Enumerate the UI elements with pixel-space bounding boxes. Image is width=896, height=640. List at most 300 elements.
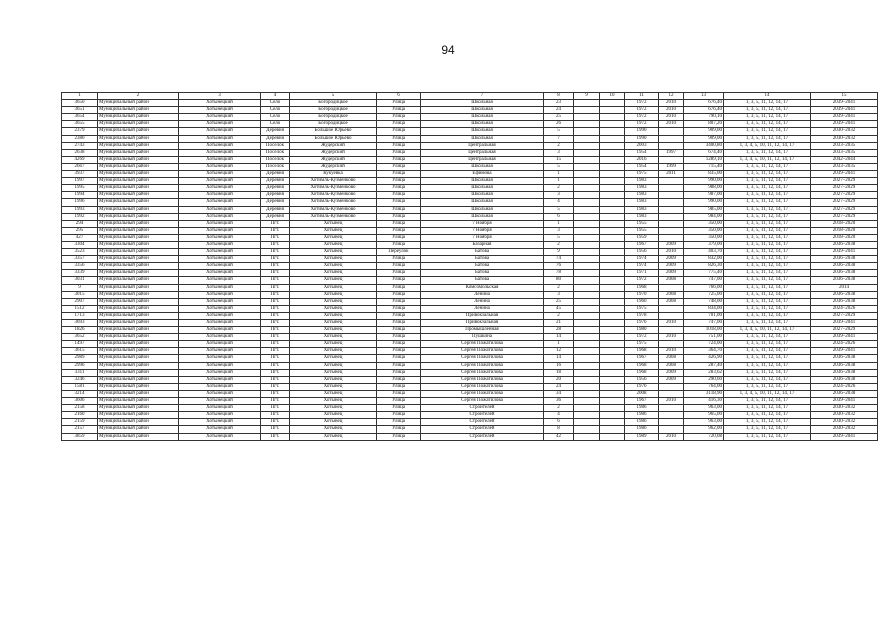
table-cell: 2033–2035 xyxy=(811,142,878,149)
table-cell xyxy=(600,355,625,362)
table-cell: 20 xyxy=(544,376,574,383)
table-cell: 1986 xyxy=(625,412,659,419)
table-row xyxy=(62,355,878,362)
table-cell: Пгт. xyxy=(261,341,290,348)
table-cell: 2030–2032 xyxy=(811,419,878,426)
table-cell: Поселок xyxy=(261,156,290,163)
table-cell: 2036–2038 xyxy=(811,362,878,369)
table-cell: 26 xyxy=(544,121,574,128)
table-cell: 2 xyxy=(544,185,574,192)
table-cell: Ленина xyxy=(421,291,544,298)
table-cell xyxy=(659,327,684,334)
table-row xyxy=(62,206,878,213)
table-cell xyxy=(574,178,600,185)
table-cell: Жудерский xyxy=(290,142,377,149)
table-cell: 1967 xyxy=(625,398,659,405)
table-cell: Сергея Пожатилова xyxy=(421,398,544,405)
table-cell: 1972 xyxy=(625,121,659,128)
table-cell: 2039–2041 xyxy=(811,121,878,128)
table-cell: 3357 xyxy=(62,256,98,263)
table-cell: Хотимль-Кузменково xyxy=(290,213,377,220)
table-cell: 14 xyxy=(544,355,574,362)
table-cell: 1, 3, 5, 11, 12, 14, 17 xyxy=(724,135,811,142)
table-cell: 3031 xyxy=(62,277,98,284)
table-cell xyxy=(574,305,600,312)
table-cell: 2027–2029 xyxy=(811,178,878,185)
table-cell: 2039–2041 xyxy=(811,107,878,114)
table-cell: 2989 xyxy=(62,355,98,362)
table-cell: 834,00 xyxy=(684,305,724,312)
table-cell: Хотынецкий xyxy=(179,135,261,142)
table-row xyxy=(62,234,878,241)
table-cell: Центральная xyxy=(421,149,544,156)
table-cell xyxy=(600,128,625,135)
table-cell: 2003 xyxy=(625,142,659,149)
table-cell: Сергея Пожатилова xyxy=(421,341,544,348)
table-cell: Хотынецкий xyxy=(179,390,261,397)
table-cell: Хотынецкий xyxy=(179,426,261,433)
table-cell: 25 xyxy=(544,114,574,121)
table-cell: Муниципальный район xyxy=(98,199,179,206)
table-cell: Муниципальный район xyxy=(98,270,179,277)
table-cell: 1, 3, 5, 11, 12, 14, 17 xyxy=(724,220,811,227)
table-cell: 1999 xyxy=(659,163,684,170)
table-cell xyxy=(574,348,600,355)
table-cell: 7 xyxy=(544,135,574,142)
table-cell xyxy=(600,199,625,206)
table-cell: Муниципальный район xyxy=(98,383,179,390)
table-cell xyxy=(600,277,625,284)
table-cell: 701,00 xyxy=(684,312,724,319)
table-cell: 2160 xyxy=(62,412,98,419)
table-cell: Муниципальный район xyxy=(98,163,179,170)
table-cell: Улица xyxy=(377,362,421,369)
table-cell: 1980 xyxy=(625,327,659,334)
table-cell: 1976 xyxy=(625,320,659,327)
table-cell: Улица xyxy=(377,149,421,156)
table-cell: 962,00 xyxy=(684,426,724,433)
table-cell: Пгт. xyxy=(261,362,290,369)
table-cell: Хотынецкий xyxy=(179,234,261,241)
table-cell: 2008 xyxy=(659,277,684,284)
table-cell: 5 xyxy=(544,128,574,135)
table-cell: Муниципальный район xyxy=(98,320,179,327)
table-cell: Улица xyxy=(377,376,421,383)
table-cell: Хотынец xyxy=(290,398,377,405)
table-cell: 5 xyxy=(544,206,574,213)
table-cell: Сергея Пожатилова xyxy=(421,355,544,362)
table-cell: 5 xyxy=(544,234,574,241)
table-cell: 1, 3, 5, 11, 12, 14, 17 xyxy=(724,263,811,270)
table-cell: Строителей xyxy=(421,426,544,433)
table-cell: 2018–2020 xyxy=(811,227,878,234)
table-cell: 1, 3, 5, 11, 12, 14, 17 xyxy=(724,419,811,426)
table-cell: Муниципальный район xyxy=(98,348,179,355)
table-cell: Пгт. xyxy=(261,398,290,405)
table-cell xyxy=(600,362,625,369)
table-cell: 2008 xyxy=(659,355,684,362)
table-cell xyxy=(574,390,600,397)
table-cell xyxy=(574,376,600,383)
table-cell: 1, 3, 4, 5, 10, 11, 12, 14, 17 xyxy=(724,390,811,397)
table-cell: Муниципальный район xyxy=(98,263,179,270)
table-cell: Хотынецкий xyxy=(179,220,261,227)
table-cell: 1, 3, 4, 5, 10, 11, 12, 14, 17 xyxy=(724,156,811,163)
table-cell: 1997 xyxy=(62,178,98,185)
table-cell xyxy=(600,227,625,234)
table-cell: 2009 xyxy=(659,270,684,277)
table-cell xyxy=(600,270,625,277)
table-cell: 350,00 xyxy=(684,234,724,241)
table-row xyxy=(62,227,878,234)
table-cell xyxy=(659,419,684,426)
table-cell: Муниципальный район xyxy=(98,390,179,397)
table-cell: 747,00 xyxy=(684,320,724,327)
table-cell: 1512 xyxy=(62,305,98,312)
table-cell xyxy=(574,149,600,156)
table-cell: 2010 xyxy=(659,107,684,114)
table-cell: 1, 3, 4, 5, 10, 11, 12, 14, 17 xyxy=(724,142,811,149)
table-cell: Кукуевка xyxy=(290,171,377,178)
table-cell: 1, 3, 5, 11, 12, 14, 17 xyxy=(724,178,811,185)
table-cell xyxy=(600,241,625,248)
table-cell: Муниципальный район xyxy=(98,192,179,199)
table-cell: Пгт. xyxy=(261,419,290,426)
table-cell: 1971 xyxy=(625,270,659,277)
table-cell: 3523 xyxy=(62,249,98,256)
table-cell: 1, 3, 5, 11, 12, 14, 17 xyxy=(724,163,811,170)
table-cell xyxy=(600,163,625,170)
table-cell: Хотынецкий xyxy=(179,327,261,334)
table-cell xyxy=(574,419,600,426)
table-cell: 826,30 xyxy=(684,263,724,270)
table-cell: 2907 xyxy=(62,298,98,305)
table-cell: Батова xyxy=(421,256,544,263)
table-cell: Хотынец xyxy=(290,355,377,362)
table-cell: Богородицкое xyxy=(290,107,377,114)
table-cell: Муниципальный район xyxy=(98,412,179,419)
table-cell: 6 xyxy=(544,419,574,426)
table-cell: Улица xyxy=(377,128,421,135)
table-cell: 36 xyxy=(544,398,574,405)
table-cell: Муниципальный район xyxy=(98,142,179,149)
table-cell: Хотынецкий xyxy=(179,121,261,128)
table-cell: 2018–2020 xyxy=(811,220,878,227)
table-cell: 1, 3, 5, 11, 12, 14, 17 xyxy=(724,348,811,355)
table-cell: Деревня xyxy=(261,178,290,185)
table-cell: 1967 xyxy=(625,241,659,248)
table-cell: 2039–2041 xyxy=(811,100,878,107)
table-cell: 990,00 xyxy=(684,199,724,206)
table-cell: 2010 xyxy=(659,348,684,355)
table-cell: Хотимль-Кузменково xyxy=(290,185,377,192)
table-cell xyxy=(659,405,684,412)
table-cell: Хотимль-Кузменково xyxy=(290,178,377,185)
table-cell: Хотынец xyxy=(290,362,377,369)
table-cell: 1955 xyxy=(625,220,659,227)
table-cell: 2014 xyxy=(811,284,878,291)
table-cell: Пгт. xyxy=(261,433,290,440)
table-cell xyxy=(574,142,600,149)
table-cell: 1, 3, 5, 11, 12, 14, 17 xyxy=(724,355,811,362)
table-cell: Хотынецкий xyxy=(179,241,261,248)
table-cell: Хотынецкий xyxy=(179,291,261,298)
table-cell: Пгт. xyxy=(261,355,290,362)
table-cell: 2027–2029 xyxy=(811,192,878,199)
table-cell: Хотынец xyxy=(290,320,377,327)
table-cell: 963,00 xyxy=(684,419,724,426)
column-header: 15 xyxy=(811,93,878,100)
table-cell: Школьная xyxy=(421,178,544,185)
table-cell xyxy=(574,128,600,135)
table-cell: Хотынецкий xyxy=(179,312,261,319)
table-cell: 2036–2038 xyxy=(811,270,878,277)
table-cell: 1990 xyxy=(625,128,659,135)
table-cell: Сергея Пожатилова xyxy=(421,376,544,383)
table-cell: Жудерский xyxy=(290,163,377,170)
table-cell: 3118,90 xyxy=(684,390,724,397)
table-cell: Хотимль-Кузменково xyxy=(290,192,377,199)
table-cell: 676,40 xyxy=(684,100,724,107)
table-cell: Улица xyxy=(377,135,421,142)
table-row xyxy=(62,121,878,128)
column-header: 10 xyxy=(600,93,625,100)
table-cell: Пгт. xyxy=(261,383,290,390)
table-cell: Большое Юрьево xyxy=(290,128,377,135)
table-row xyxy=(62,341,878,348)
table-cell: 12 xyxy=(544,348,574,355)
table-cell: Хотынец xyxy=(290,291,377,298)
table-cell: Батова xyxy=(421,249,544,256)
table-cell: Улица xyxy=(377,199,421,206)
table-cell: Муниципальный район xyxy=(98,227,179,234)
table-cell: 725,00 xyxy=(684,291,724,298)
table-cell: Хотынецкий xyxy=(179,263,261,270)
table-cell: 2039–2041 xyxy=(811,398,878,405)
table-cell: Муниципальный район xyxy=(98,185,179,192)
table-cell xyxy=(600,100,625,107)
table-cell: Пгт. xyxy=(261,348,290,355)
table-cell: 1 xyxy=(544,178,574,185)
table-cell: Жудерский xyxy=(290,149,377,156)
table-cell xyxy=(600,107,625,114)
table-cell: Село xyxy=(261,114,290,121)
table-cell: Школьная xyxy=(421,213,544,220)
table-cell: Пгт. xyxy=(261,227,290,234)
table-cell: Школьная xyxy=(421,185,544,192)
table-cell: 295 xyxy=(62,227,98,234)
table-cell xyxy=(600,341,625,348)
table-cell xyxy=(659,178,684,185)
table-cell: 2036–2038 xyxy=(811,256,878,263)
table-cell: 1, 3, 5, 11, 12, 14, 17 xyxy=(724,383,811,390)
table-cell: Муниципальный район xyxy=(98,156,179,163)
table-cell: Муниципальный район xyxy=(98,298,179,305)
table-cell xyxy=(659,192,684,199)
table-cell xyxy=(574,100,600,107)
table-cell: 80 xyxy=(544,277,574,284)
table-cell: Хотынец xyxy=(290,390,377,397)
table-cell: Поселок xyxy=(261,149,290,156)
table-cell: Пгт. xyxy=(261,305,290,312)
table-cell: Муниципальный район xyxy=(98,341,179,348)
table-row xyxy=(62,192,878,199)
table-cell: 1, 3, 5, 11, 12, 14, 17 xyxy=(724,121,811,128)
table-cell: 1, 3, 5, 11, 12, 14, 17 xyxy=(724,298,811,305)
table-cell: 2158 xyxy=(62,405,98,412)
table-cell: Хотынецкий xyxy=(179,192,261,199)
table-cell: Пгт. xyxy=(261,291,290,298)
table-cell xyxy=(600,291,625,298)
table-cell: 1, 3, 5, 11, 12, 14, 17 xyxy=(724,149,811,156)
table-cell xyxy=(600,135,625,142)
table-cell: Хотимль-Кузменково xyxy=(290,199,377,206)
table-cell: 1959 xyxy=(625,234,659,241)
table-cell: 3693 xyxy=(62,320,98,327)
table-cell: 16 xyxy=(544,362,574,369)
table-cell: 2042–2044 xyxy=(811,156,878,163)
table-cell: Улица xyxy=(377,171,421,178)
table-cell: 3859 xyxy=(62,433,98,440)
table-cell: Богородицкое xyxy=(290,114,377,121)
table-row xyxy=(62,135,878,142)
table-cell xyxy=(600,419,625,426)
table-cell: 2009 xyxy=(659,376,684,383)
table-cell: Муниципальный район xyxy=(98,426,179,433)
table-cell xyxy=(574,270,600,277)
table-cell: 2 xyxy=(544,405,574,412)
table-cell: 2024–2026 xyxy=(811,305,878,312)
table-cell: Муниципальный район xyxy=(98,121,179,128)
table-cell xyxy=(574,163,600,170)
table-cell: 1970 xyxy=(625,291,659,298)
table-cell: 2036–2038 xyxy=(811,241,878,248)
table-cell: Пгт. xyxy=(261,277,290,284)
table-cell: 403,70 xyxy=(684,249,724,256)
table-cell: 1, 3, 5, 11, 12, 14, 17 xyxy=(724,426,811,433)
table-cell xyxy=(600,185,625,192)
table-cell xyxy=(574,263,600,270)
table-cell xyxy=(600,369,625,376)
table-cell: 3606 xyxy=(62,398,98,405)
table-cell: 1, 3, 5, 11, 12, 14, 17 xyxy=(724,249,811,256)
table-cell xyxy=(600,398,625,405)
column-header: 2 xyxy=(98,93,179,100)
table-cell: Хотимль-Кузменково xyxy=(290,206,377,213)
table-cell xyxy=(574,298,600,305)
table-cell: 3015 xyxy=(62,291,98,298)
table-cell: 2 xyxy=(544,312,574,319)
table-row xyxy=(62,178,878,185)
table-cell: Муниципальный район xyxy=(98,213,179,220)
table-cell: 766,00 xyxy=(684,284,724,291)
table-cell: Муниципальный район xyxy=(98,291,179,298)
table-cell: Хотынец xyxy=(290,383,377,390)
column-header: 3 xyxy=(179,93,261,100)
table-cell: 2027–2029 xyxy=(811,199,878,206)
table-cell xyxy=(600,376,625,383)
table-cell xyxy=(600,220,625,227)
table-row xyxy=(62,405,878,412)
table-cell: 2036–2038 xyxy=(811,355,878,362)
table-cell: 2743 xyxy=(62,142,98,149)
table-cell: Хотынец xyxy=(290,419,377,426)
table-cell: 1995 xyxy=(62,185,98,192)
table-cell: Улица xyxy=(377,305,421,312)
table-cell xyxy=(600,390,625,397)
table-cell: 2009 xyxy=(659,241,684,248)
table-cell: 2379 xyxy=(62,128,98,135)
table-cell: 1581 xyxy=(62,383,98,390)
table-cell: 7 Ноября xyxy=(421,234,544,241)
table-cell: Хотынец xyxy=(290,334,377,341)
table-cell: 3 xyxy=(544,291,574,298)
table-cell xyxy=(574,284,600,291)
table-cell: 1986 xyxy=(625,405,659,412)
table-cell: Улица xyxy=(377,178,421,185)
table-cell: 9 xyxy=(62,284,98,291)
table-cell xyxy=(600,312,625,319)
table-cell: Сергея Пожатилова xyxy=(421,348,544,355)
table-cell xyxy=(574,114,600,121)
table-cell xyxy=(600,426,625,433)
table-cell: Хотынец xyxy=(290,277,377,284)
table-cell: Ленина xyxy=(421,298,544,305)
table-cell: 3339 xyxy=(62,270,98,277)
table-cell xyxy=(659,156,684,163)
table-cell: Пгт. xyxy=(261,220,290,227)
table-cell xyxy=(574,405,600,412)
table-row xyxy=(62,142,878,149)
table-cell: 674,40 xyxy=(684,149,724,156)
table-cell: Хотынецкий xyxy=(179,369,261,376)
table-row xyxy=(62,334,878,341)
table-cell: 21 xyxy=(544,320,574,327)
table-cell: 6 xyxy=(544,213,574,220)
table-cell: Улица xyxy=(377,405,421,412)
table-cell: Привокзальная xyxy=(421,320,544,327)
table-cell: Муниципальный район xyxy=(98,398,179,405)
table-cell: 34 xyxy=(544,390,574,397)
table-cell: 1, 3, 5, 11, 12, 14, 17 xyxy=(724,312,811,319)
table-cell xyxy=(600,142,625,149)
table-cell: Сергея Пожатилова xyxy=(421,390,544,397)
table-cell: 835,00 xyxy=(684,171,724,178)
table-cell xyxy=(574,171,600,178)
table-row xyxy=(62,156,878,163)
table-cell: 3654 xyxy=(62,114,98,121)
table-cell: 5 xyxy=(544,163,574,170)
table-cell: 1960 xyxy=(625,298,659,305)
table-cell: 720,08 xyxy=(684,433,724,440)
table-cell: 2030–2032 xyxy=(811,405,878,412)
table-cell: Хотынецкий xyxy=(179,128,261,135)
table-cell: Деревня xyxy=(261,171,290,178)
table-cell: Хотынецкий xyxy=(179,149,261,156)
table-cell: 1983 xyxy=(625,213,659,220)
table-cell: 3652 xyxy=(62,334,98,341)
table-cell xyxy=(600,263,625,270)
table-cell: Хотынец xyxy=(290,284,377,291)
table-cell: Хотынец xyxy=(290,270,377,277)
table-cell: Муниципальный район xyxy=(98,312,179,319)
table-cell: Хотынецкий xyxy=(179,206,261,213)
table-cell: 3937 xyxy=(62,171,98,178)
table-cell xyxy=(574,206,600,213)
table-cell: Пгт. xyxy=(261,312,290,319)
table-cell: Село xyxy=(261,107,290,114)
table-cell: 2036–2038 xyxy=(811,298,878,305)
